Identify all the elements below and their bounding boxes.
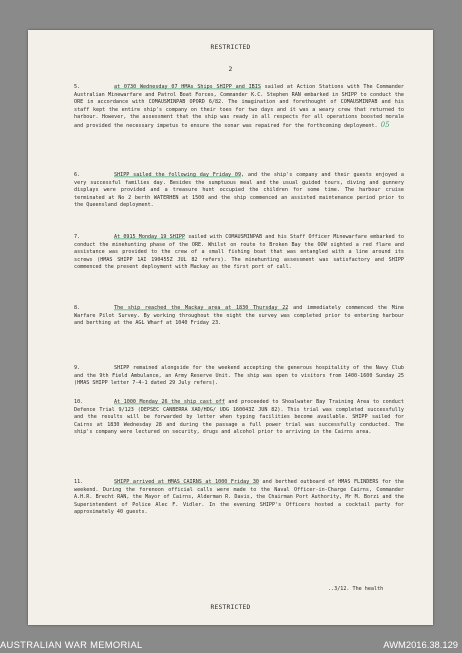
paragraph-text	[74, 479, 404, 517]
classification-header: RESTRICTED	[210, 44, 251, 51]
paragraph-number: 9.	[74, 365, 81, 371]
paragraph	[74, 234, 404, 272]
archive-item-id: AWM2016.38.129	[383, 639, 458, 650]
page-number: 2	[228, 66, 233, 73]
paragraph-text	[74, 234, 404, 272]
paragraph	[74, 365, 404, 388]
paragraph	[74, 305, 404, 328]
paragraph-number: 5.	[74, 84, 81, 90]
highlighted-text: The ship reached the Mackay area at 1830 Thursday 22	[114, 305, 289, 311]
paragraph-text	[74, 172, 404, 210]
paragraph	[74, 479, 404, 517]
highlighted-text: SHIPP sailed the following day Friday 09	[114, 172, 242, 178]
highlighted-text: SHIPP arrived at HMAS CAIRNS at 1000 Friday 30	[114, 479, 259, 485]
paragraph	[74, 84, 404, 131]
paragraph-text-rest: and proceeded to Shoalwater Bay Training Area to conduct Defence Trial 9/123 (DEPSEC CANBERRA XAD/HDG/ UDG 160043Z JUN 82). This trial was completed successfully and the results will be forwarded by letter when typing facilities become available. SHIPP sailed for Cairns at 1830 Wednesday 28 and during the passage a full power trial was successfully conducted. The ship's company were lectured on security, drugs and alcohol prior to arriving in the Cairns area.	[74, 399, 404, 436]
paragraph	[74, 172, 404, 210]
classification-footer: RESTRICTED	[210, 604, 251, 611]
paragraph-number: 11.	[74, 479, 84, 485]
highlighted-text: at 0730 Wednesday 07 HMAs Ships SHIPP and IBIS	[114, 84, 261, 90]
highlighted-text: At 1000 Monday 26 the ship cast off	[114, 399, 225, 405]
highlighted-text: At 0915 Monday 19 SHIPP	[114, 234, 186, 240]
handwritten-initials: 05	[380, 120, 390, 129]
document-page	[28, 30, 433, 625]
paragraph-text	[74, 305, 404, 328]
paragraph	[74, 399, 404, 437]
paragraph-number: 8.	[74, 305, 81, 311]
paragraph-text-rest: sailed with COMAUSMINPAB and his Staff Officer Minewarfare embarked to conduct the minehunting phase of the ORE. Whilst on route to Broken Bay the OOW sighted a red flare and assistance was provided to the crew of a small fishing boat that was entangled with a line around its screws (HMAS SHIPP 1AI 190455Z JUL 82 refers). The minehunting assessment was satisfactory and SHIPP commenced the present deployment with Mackay as the first port of call.	[74, 234, 404, 271]
paragraph-text-rest: and berthed outboard of HMAS FLINDERS for the weekend. During the forenoon official calls were made to the Naval Officer-in-Charge Cairns, Commander A.H.R. Brecht RAN, the Mayor of Cairns, Alderman R. Davis, the Chairman Port Authority, Mr M. Borzi and the Superintendent of Police Alec F. Vidler. In the evening SHIPP's Officers hosted a cocktail party for approximately 40 guests.	[74, 479, 404, 516]
paragraph-number: 10.	[74, 399, 84, 405]
paragraph-number: 7.	[74, 234, 81, 240]
paragraph-text-rest: sailed at Action Stations with The Commander Australian Minewarfare and Patrol Boat Forces, Commander K.C. Stephen RAN embarked in SHIPP to conduct the ORE in accordance with COMAUSMINPAB OPORD 6/82. The imagination and forethought of COMAUSMINPAB and his staff kept the entire ship's company on their toes for two days and it was a weary crew that returned to harbour. However, the assessment that the ship was ready in all respects for all operations boosted morale and provided the necessary impetus to ensure the sonar was repaired for the forthcoming deployment.	[74, 84, 404, 129]
archive-source-label: AUSTRALIAN WAR MEMORIAL	[0, 639, 143, 650]
paragraph-text-rest: , and the ship's company and their guests enjoyed a very successful families day. Besides the sumptuous meal and the usual guided tours, diving and gunnery displays were provided and a treasure hunt occupied the children for some time. The harbour cruise terminated at No 2 berth WATERHEN at 1500 and the ship commenced an assisted maintenance period prior to the Queensland deployment.	[74, 172, 405, 209]
paragraph-number: 6.	[74, 172, 81, 178]
paragraph-text	[74, 399, 404, 437]
paragraph-text	[74, 365, 404, 388]
paragraph-text-rest: and immediately commenced the Mine Warfare Pilot Survey. By working throughout the night the survey was completed prior to entering harbour and berthing at the AGL Wharf at 1040 Friday 23.	[74, 305, 404, 327]
paragraph-text	[74, 84, 404, 131]
paragraph-text-plain: SHIPP remained alongside for the weekend accepting the generous hospitality of the Navy Club and the 9th Field Ambulance, an Army Reserve Unit. The ship was open to visitors from 1400-1600 Sunday 25 (HMAS SHIPP letter 7-4-1 dated 29 July refers).	[74, 365, 404, 387]
continuation-note: ..3/12. The health	[328, 586, 384, 592]
